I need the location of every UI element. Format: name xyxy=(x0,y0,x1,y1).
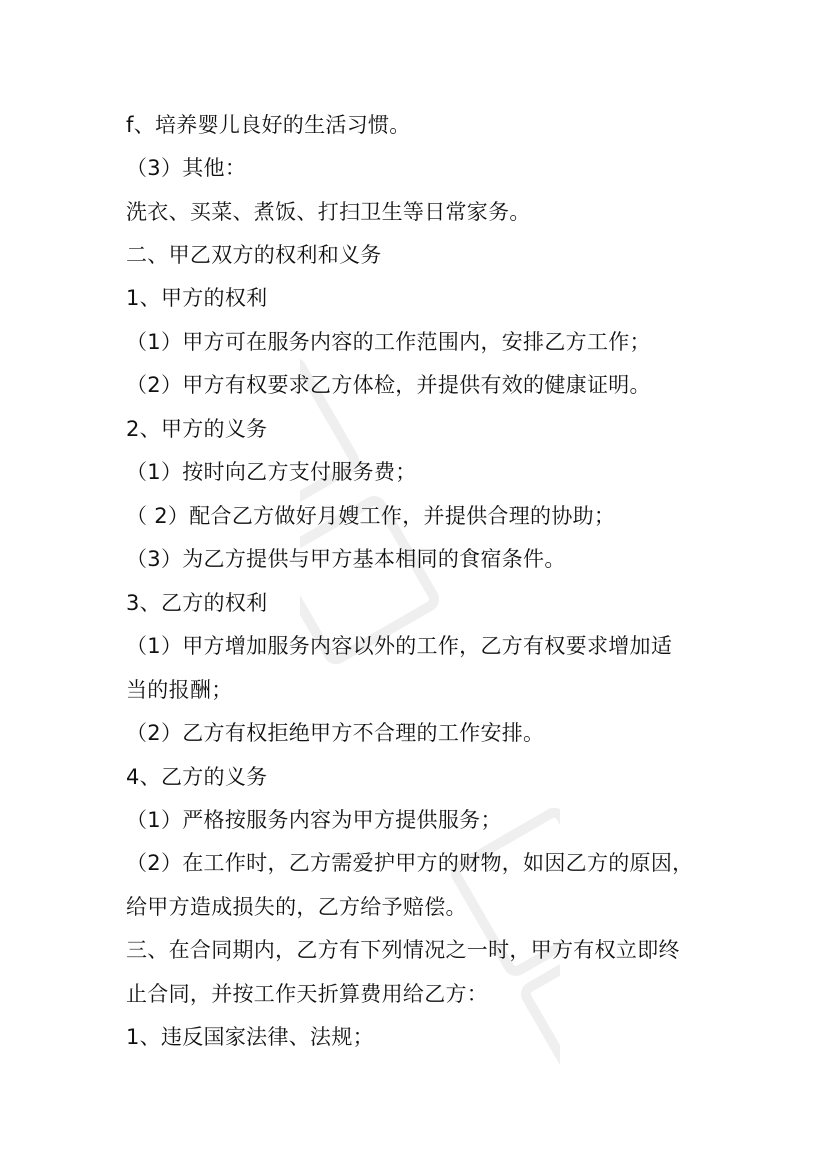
text-line: 洗衣、买菜、煮饭、打扫卫生等日常家务。 xyxy=(126,200,531,224)
text-line: （2）在工作时，乙方需爱护甲方的财物，如因乙方的原因， xyxy=(126,851,694,875)
text-line: （1）严格按服务内容为甲方提供服务； xyxy=(126,808,502,832)
text-line: 1、违反国家法律、法规； xyxy=(126,1025,374,1049)
text-line: 当的报酬； xyxy=(126,678,233,702)
subsection-heading: 3、乙方的权利 xyxy=(126,591,268,615)
section-heading: 三、在合同期内，乙方有下列情况之一时，甲方有权立即终 xyxy=(126,938,680,962)
subsection-heading: 2、甲方的义务 xyxy=(126,417,268,441)
text-line: 止合同，并按工作天折算费用给乙方： xyxy=(126,982,489,1006)
text-line: （1）甲方增加服务内容以外的工作，乙方有权要求增加适 xyxy=(126,634,673,658)
subsection-heading: 4、乙方的义务 xyxy=(126,765,268,789)
text-line: （ 2）配合乙方做好月嫂工作，并提供合理的协助； xyxy=(126,504,616,528)
text-line: （2）甲方有权要求乙方体检，并提供有效的健康证明。 xyxy=(126,373,651,397)
text-line: （2）乙方有权拒绝甲方不合理的工作安排。 xyxy=(126,721,545,745)
text-line: （1）甲方可在服务内容的工作范围内，安排乙方工作； xyxy=(126,330,651,354)
text-line: 给甲方造成损失的，乙方给予赔偿。 xyxy=(126,895,467,919)
subsection-heading: 1、甲方的权利 xyxy=(126,286,268,310)
text-line: （3）为乙方提供与甲方基本相同的食宿条件。 xyxy=(126,547,566,571)
text-line: f、培养婴儿良好的生活习惯。 xyxy=(126,113,411,137)
text-line: （3）其他： xyxy=(126,156,247,180)
text-line: （1）按时向乙方支付服务费； xyxy=(126,460,417,484)
section-heading: 二、甲乙双方的权利和义务 xyxy=(126,243,382,267)
